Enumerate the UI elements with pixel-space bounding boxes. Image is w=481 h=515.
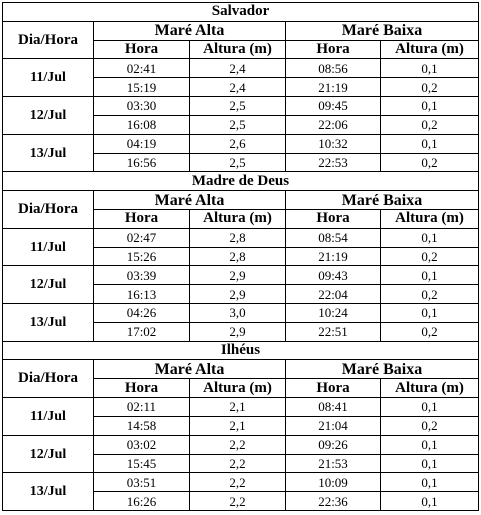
baixa-altura-cell: 0,1 (381, 398, 479, 417)
baixa-hora-header: Hora (286, 209, 381, 228)
alta-hora-cell: 16:08 (94, 115, 190, 134)
baixa-altura-cell: 0,1 (381, 454, 479, 473)
alta-altura-cell: 2,5 (190, 153, 286, 172)
mare-baixa-header: Maré Baixa (286, 191, 479, 210)
baixa-hora-cell: 21:19 (286, 78, 381, 97)
alta-altura-cell: 2,5 (190, 97, 286, 116)
baixa-hora-header: Hora (286, 379, 381, 398)
alta-altura-cell: 2,9 (190, 322, 286, 341)
baixa-altura-cell: 0,1 (381, 473, 479, 492)
alta-altura-cell: 2,8 (190, 247, 286, 266)
baixa-hora-cell: 10:24 (286, 304, 381, 323)
baixa-altura-header: Altura (m) (381, 40, 479, 59)
alta-hora-cell: 15:45 (94, 454, 190, 473)
baixa-altura-cell: 0,1 (381, 97, 479, 116)
alta-hora-cell: 03:02 (94, 435, 190, 454)
baixa-altura-cell: 0,1 (381, 304, 479, 323)
table-row (3, 266, 479, 285)
baixa-hora-cell: 21:04 (286, 416, 381, 435)
alta-hora-header: Hora (94, 379, 190, 398)
group-header-row (3, 191, 479, 210)
mare-baixa-header: Maré Baixa (286, 21, 479, 40)
alta-hora-cell: 03:30 (94, 97, 190, 116)
alta-altura-cell: 2,9 (190, 266, 286, 285)
alta-hora-cell: 16:26 (94, 492, 190, 511)
baixa-altura-cell: 0,1 (381, 134, 479, 153)
alta-altura-cell: 2,8 (190, 228, 286, 247)
baixa-hora-cell: 22:06 (286, 115, 381, 134)
table-row (3, 398, 479, 417)
alta-hora-cell: 04:26 (94, 304, 190, 323)
baixa-hora-cell: 08:56 (286, 59, 381, 78)
alta-altura-cell: 2,2 (190, 492, 286, 511)
table-row (3, 59, 479, 78)
baixa-altura-header: Altura (m) (381, 379, 479, 398)
location-name: Salvador (3, 3, 479, 22)
alta-hora-cell: 14:58 (94, 416, 190, 435)
baixa-hora-cell: 22:36 (286, 492, 381, 511)
table-row (3, 134, 479, 153)
date-cell: 12/Jul (3, 435, 94, 473)
baixa-altura-cell: 0,1 (381, 435, 479, 454)
alta-hora-cell: 15:26 (94, 247, 190, 266)
alta-hora-cell: 03:39 (94, 266, 190, 285)
alta-altura-header: Altura (m) (190, 379, 286, 398)
alta-hora-cell: 16:13 (94, 285, 190, 304)
baixa-altura-cell: 0,2 (381, 285, 479, 304)
alta-altura-cell: 2,1 (190, 416, 286, 435)
date-cell: 11/Jul (3, 228, 94, 266)
location-title-row (3, 172, 479, 191)
baixa-hora-cell: 08:54 (286, 228, 381, 247)
alta-altura-cell: 2,2 (190, 473, 286, 492)
location-name: Madre de Deus (3, 172, 479, 191)
alta-hora-cell: 17:02 (94, 322, 190, 341)
alta-hora-cell: 16:56 (94, 153, 190, 172)
table-row (3, 435, 479, 454)
date-cell: 13/Jul (3, 134, 94, 172)
baixa-hora-cell: 10:09 (286, 473, 381, 492)
group-header-row (3, 21, 479, 40)
dia-hora-header: Dia/Hora (3, 21, 94, 59)
alta-hora-cell: 02:47 (94, 228, 190, 247)
mare-alta-header: Maré Alta (94, 21, 286, 40)
baixa-altura-cell: 0,1 (381, 59, 479, 78)
baixa-hora-header: Hora (286, 40, 381, 59)
location-title-row (3, 3, 479, 22)
baixa-hora-cell: 21:19 (286, 247, 381, 266)
baixa-hora-cell: 08:41 (286, 398, 381, 417)
alta-hora-cell: 03:51 (94, 473, 190, 492)
alta-hora-cell: 02:41 (94, 59, 190, 78)
date-cell: 13/Jul (3, 304, 94, 342)
baixa-hora-cell: 09:43 (286, 266, 381, 285)
alta-hora-header: Hora (94, 40, 190, 59)
date-cell: 13/Jul (3, 473, 94, 511)
location-name: Ilhéus (3, 341, 479, 360)
table-row (3, 304, 479, 323)
mare-baixa-header: Maré Baixa (286, 360, 479, 379)
tide-table (2, 2, 479, 511)
alta-altura-cell: 2,6 (190, 134, 286, 153)
alta-hora-cell: 04:19 (94, 134, 190, 153)
baixa-hora-cell: 09:26 (286, 435, 381, 454)
alta-altura-cell: 2,4 (190, 78, 286, 97)
dia-hora-header: Dia/Hora (3, 191, 94, 229)
baixa-hora-cell: 22:51 (286, 322, 381, 341)
date-cell: 11/Jul (3, 398, 94, 436)
baixa-altura-cell: 0,1 (381, 228, 479, 247)
baixa-hora-cell: 21:53 (286, 454, 381, 473)
baixa-altura-cell: 0,2 (381, 115, 479, 134)
alta-altura-cell: 2,1 (190, 398, 286, 417)
baixa-altura-cell: 0,2 (381, 78, 479, 97)
alta-altura-cell: 2,4 (190, 59, 286, 78)
baixa-hora-cell: 22:53 (286, 153, 381, 172)
alta-altura-cell: 2,9 (190, 285, 286, 304)
mare-alta-header: Maré Alta (94, 360, 286, 379)
location-title-row (3, 341, 479, 360)
baixa-altura-cell: 0,1 (381, 266, 479, 285)
table-row (3, 228, 479, 247)
alta-altura-header: Altura (m) (190, 40, 286, 59)
baixa-altura-cell: 0,2 (381, 247, 479, 266)
baixa-hora-cell: 22:04 (286, 285, 381, 304)
alta-hora-cell: 02:11 (94, 398, 190, 417)
date-cell: 12/Jul (3, 266, 94, 304)
baixa-hora-cell: 09:45 (286, 97, 381, 116)
tide-table-body (3, 3, 479, 511)
alta-altura-cell: 3,0 (190, 304, 286, 323)
alta-hora-cell: 15:19 (94, 78, 190, 97)
baixa-altura-cell: 0,2 (381, 153, 479, 172)
baixa-altura-cell: 0,1 (381, 492, 479, 511)
baixa-hora-cell: 10:32 (286, 134, 381, 153)
alta-altura-header: Altura (m) (190, 209, 286, 228)
table-row (3, 97, 479, 116)
baixa-altura-cell: 0,2 (381, 416, 479, 435)
mare-alta-header: Maré Alta (94, 191, 286, 210)
alta-hora-header: Hora (94, 209, 190, 228)
baixa-altura-cell: 0,2 (381, 322, 479, 341)
group-header-row (3, 360, 479, 379)
table-row (3, 473, 479, 492)
date-cell: 12/Jul (3, 97, 94, 135)
alta-altura-cell: 2,5 (190, 115, 286, 134)
alta-altura-cell: 2,2 (190, 435, 286, 454)
date-cell: 11/Jul (3, 59, 94, 97)
baixa-altura-header: Altura (m) (381, 209, 479, 228)
dia-hora-header: Dia/Hora (3, 360, 94, 398)
alta-altura-cell: 2,2 (190, 454, 286, 473)
